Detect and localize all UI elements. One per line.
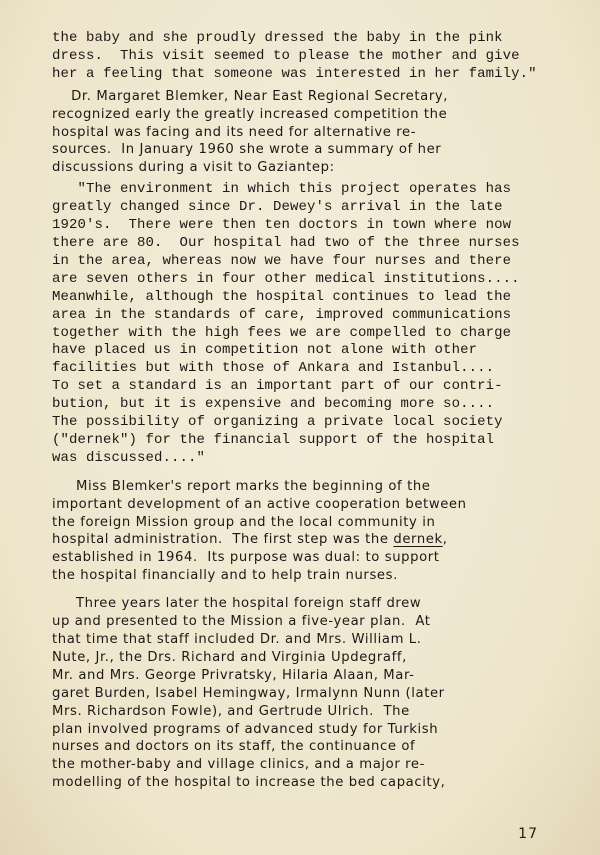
text-fragment: , — [442, 532, 448, 548]
text-line: 1920's. There were then ten doctors in town where now — [52, 217, 512, 234]
text-line: in the area, whereas now we have four nurses and there — [52, 252, 512, 269]
text-line: "The environment in which this project operates has — [52, 181, 512, 198]
text-line: greatly changed since Dr. Dewey's arrival in the late — [52, 199, 503, 216]
text-line: discussions during a visit to Gaziantep: — [52, 160, 335, 176]
text-line: plan involved programs of advanced study for Turkish — [52, 721, 439, 737]
text-line: dress. This visit seemed to please the mother and give — [52, 47, 520, 64]
text-line: are seven others in four other medical institutions.... — [52, 270, 520, 287]
text-line: have placed us in competition not alone with other — [52, 342, 478, 359]
text-line: area in the standards of care, improved communications — [52, 306, 512, 323]
text-line-with-underline — [52, 531, 552, 549]
text-line: was discussed...." — [52, 449, 206, 466]
text-line: ("dernek") for the financial support of the hospital — [52, 431, 495, 448]
text-fragment: hospital administration. The first step was the — [52, 532, 394, 548]
text-line: Mrs. Richardson Fowle), and Gertrude Ulrich. The — [52, 703, 410, 719]
text-line: Three years later the hospital foreign staff drew — [52, 596, 422, 612]
text-line: Nute, Jr., the Drs. Richard and Virginia Updegraff, — [52, 649, 407, 665]
text-line: The possibility of organizing a private local society — [52, 414, 503, 431]
text-line: the baby and she proudly dressed the baby in the pink — [52, 30, 503, 46]
text-line: bution, but it is expensive and becoming more so.... — [52, 396, 495, 413]
text-line: Mr. and Mrs. George Privratsky, Hilaria Alaan, Mar- — [52, 667, 415, 683]
paragraph-1 — [52, 30, 552, 84]
text-line: sources. In January 1960 she wrote a summary of her — [52, 142, 442, 158]
text-line: important development of an active cooperation between — [52, 496, 467, 512]
block-quote — [52, 181, 552, 468]
text-line: the mother-baby and village clinics, and a major re- — [52, 757, 425, 773]
text-line: recognized early the greatly increased competition the — [52, 106, 448, 122]
text-line: Meanwhile, although the hospital continues to lead the — [52, 288, 512, 305]
text-line: that time that staff included Dr. and Mrs. William L. — [52, 632, 422, 647]
text-line: hospital was facing and its need for alternative re- — [52, 124, 417, 140]
page-number: 17 — [518, 826, 538, 842]
text-line: up and presented to the Mission a five-year plan. At — [52, 614, 431, 630]
underlined-term: dernek — [393, 532, 443, 548]
text-line: Miss Blemker's report marks the beginning of the — [52, 478, 431, 494]
text-line: facilities but with those of Ankara and Istanbul.... — [52, 360, 495, 377]
text-line: garet Burden, Isabel Hemingway, Irmalynn Nunn (later — [52, 685, 445, 701]
text-line: established in 1964. Its purpose was dual: to support — [52, 550, 440, 566]
text-line: her a feeling that someone was interested in her family." — [52, 65, 537, 82]
text-line: modelling of the hospital to increase the bed capacity, — [52, 775, 446, 791]
text-line: the hospital financially and to help train nurses. — [52, 568, 398, 584]
paragraph-4 — [52, 595, 552, 792]
text-line: there are 80. Our hospital had two of the three nurses — [52, 234, 520, 251]
text-line: the foreign Mission group and the local community in — [52, 514, 436, 530]
text-line: To set a standard is an important part of our contri- — [52, 378, 503, 395]
paragraph-2 — [52, 88, 552, 178]
paragraph-3 — [52, 478, 552, 585]
text-line: together with the high fees we are compelled to charge — [52, 324, 512, 341]
text-line: nurses and doctors on its staff, the continuance of — [52, 739, 416, 755]
page-body — [52, 30, 552, 796]
text-line: Dr. Margaret Blemker, Near East Regional Secretary, — [52, 88, 449, 104]
